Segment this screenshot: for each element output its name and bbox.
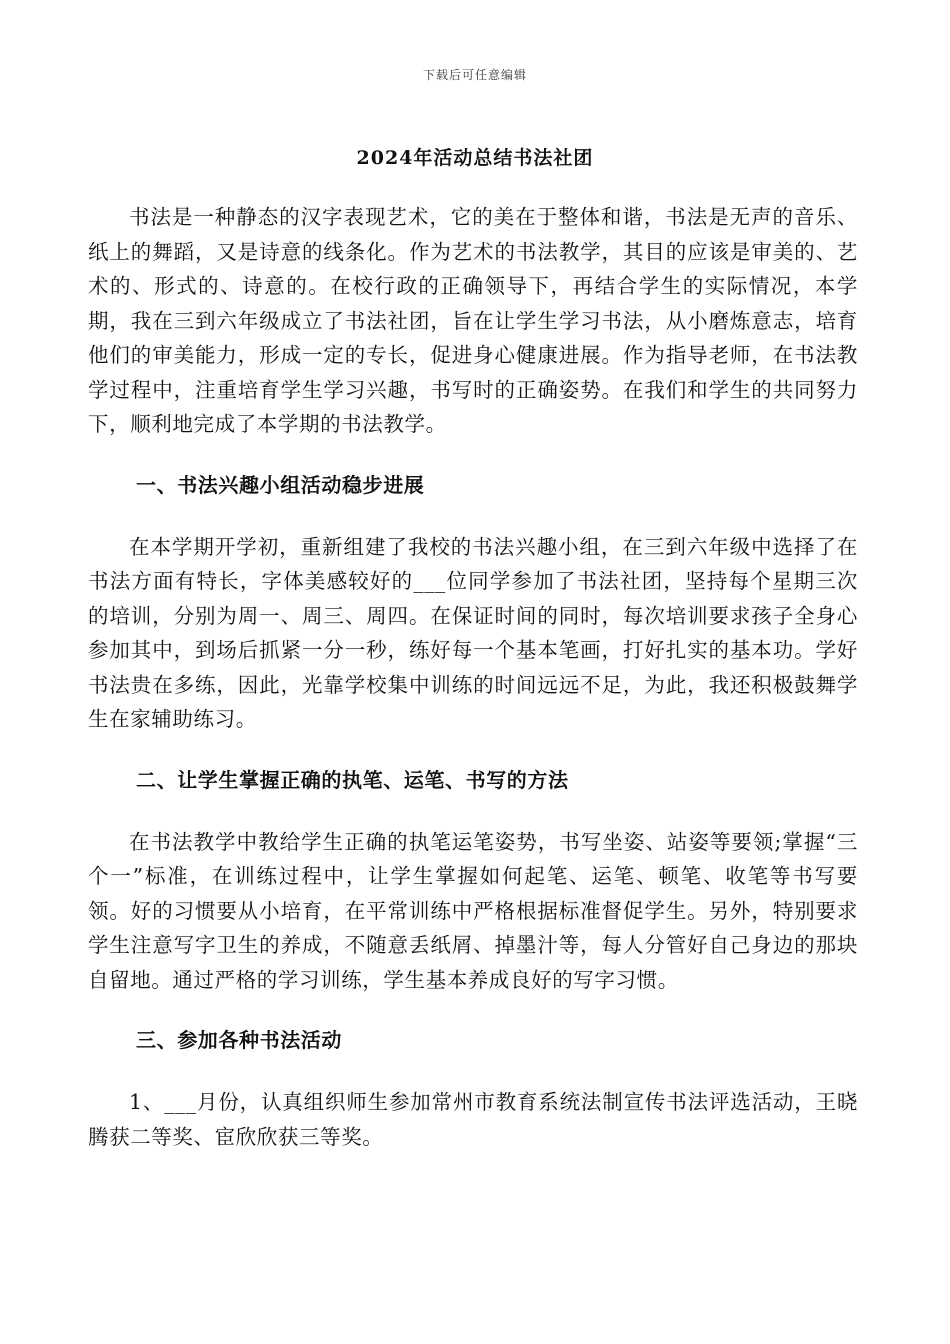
section-2-paragraph: 在书法教学中教给学生正确的执笔运笔姿势，书写坐姿、站姿等要领;掌握“三个一”标准，在训练过程中，让学生掌握如何起笔、运笔、顿笔、收笔等书写要领。好的习惯要从小培育，在平常训练中严格根据标准督促学生。另外，特别要求学生注意写字卫生的养成，不随意丢纸屑、掉墨汁等，每人分管好自己身边的那块自留地。通过严格的学习训练，学生基本养成良好的写字习惯。 (88, 829, 858, 992)
section-2-heading: 二、让学生掌握正确的执笔、运笔、书写的方法 (136, 767, 569, 792)
document-title: 2024年活动总结书法社团 (356, 147, 594, 169)
header-note: 下载后可任意编辑 (422, 68, 527, 82)
section-3-paragraph: 1、___月份，认真组织师生参加常州市教育系统法制宣传书法评选活动，王晓腾获二等奖、宦欣欣获三等奖。 (88, 1090, 858, 1149)
document-body (88, 200, 858, 1154)
section-1-paragraph: 在本学期开学初，重新组建了我校的书法兴趣小组，在三到六年级中选择了在书法方面有特长，字体美感较好的___位同学参加了书法社团，坚持每个星期三次的培训，分别为周一、周三、周四。在保证时间的同时，每次培训要求孩子全身心参加其中，到场后抓紧一分一秒，练好每一个基本笔画，打好扎实的基本功。学好书法贵在多练，因此，光靠学校集中训练的时间远远不足，为此，我还积极鼓舞学生在家辅助练习。 (88, 534, 858, 731)
section-1-heading: 一、书法兴趣小组活动稳步进展 (136, 472, 425, 497)
section-3-heading: 三、参加各种书法活动 (136, 1028, 342, 1052)
intro-paragraph: 书法是一种静态的汉字表现艺术，它的美在于整体和谐，书法是无声的音乐、纸上的舞蹈，又是诗意的线条化。作为艺术的书法教学，其目的应该是审美的、艺术的、形式的、诗意的。在校行政的正确领导下，再结合学生的实际情况，本学期，我在三到六年级成立了书法社团，旨在让学生学习书法，从小磨炼意志，培育他们的审美能力，形成一定的专长，促进身心健康进展。作为指导老师，在书法教学过程中，注重培育学生学习兴趣，书写时的正确姿势。在我们和学生的共同努力下，顺利地完成了本学期的书法教学。 (88, 205, 858, 436)
